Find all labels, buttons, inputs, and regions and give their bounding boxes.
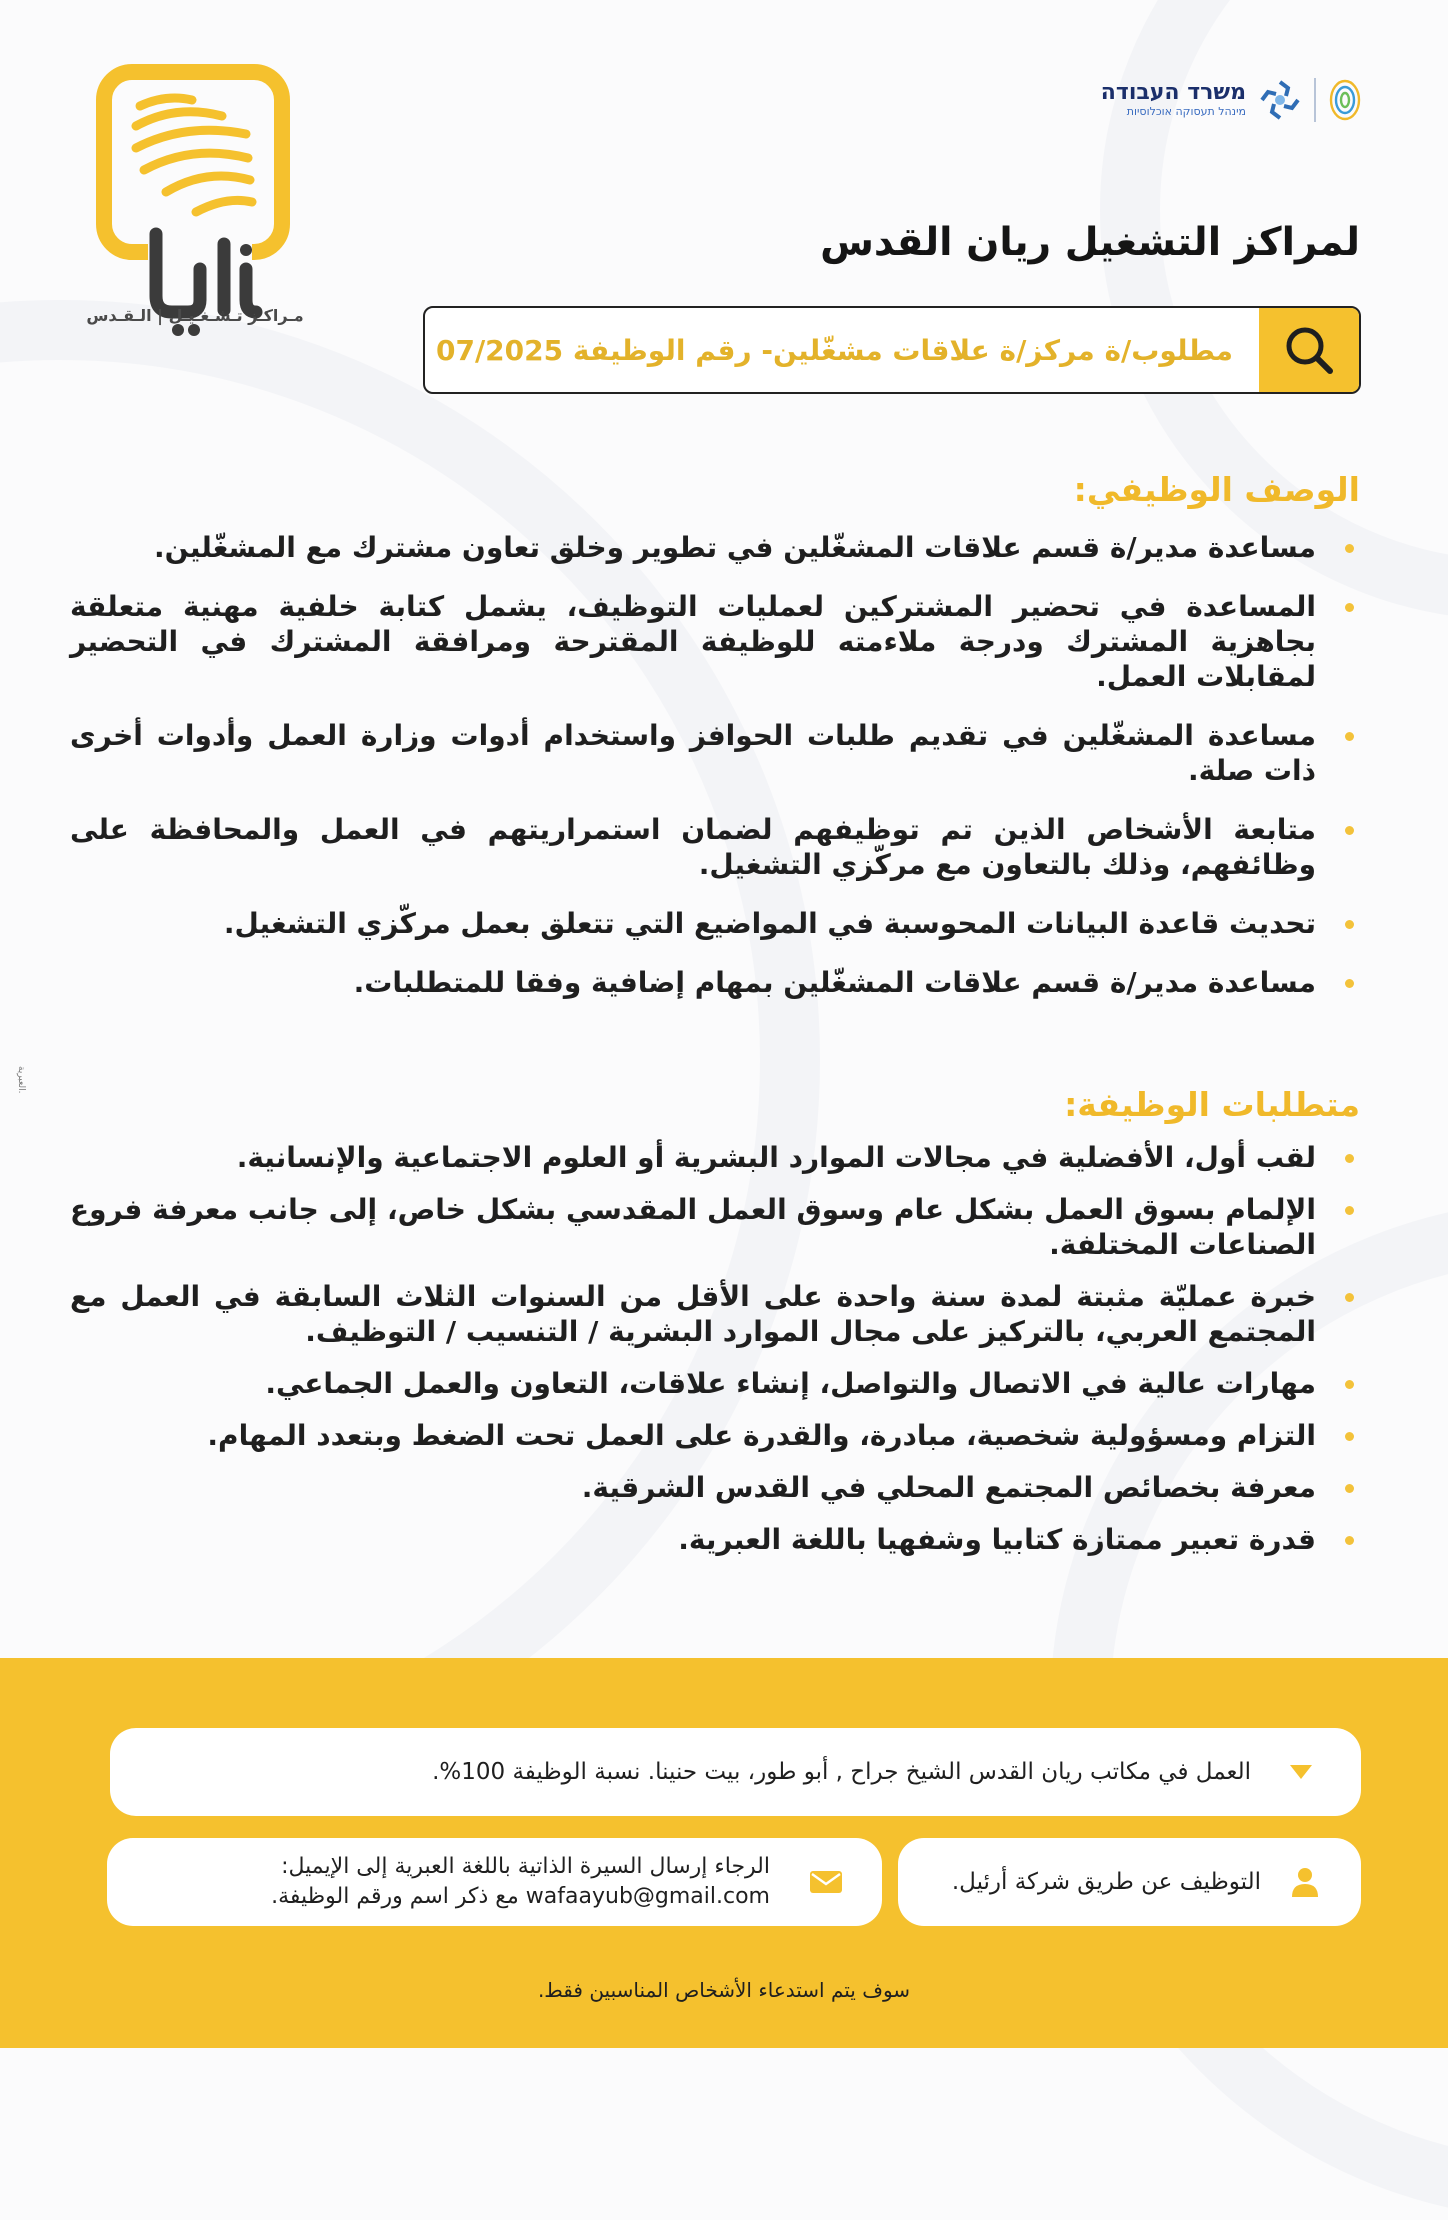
rayan-logo [96, 64, 296, 344]
bullet-dot [1345, 544, 1354, 553]
page-title: لمراكز التشغيل ريان القدس [820, 220, 1360, 265]
background-arc [0, 300, 820, 1820]
bullet-dot [1345, 920, 1354, 929]
list-item: معرفة بخصائص المجتمع المحلي في القدس الشرقية. [70, 1470, 1360, 1505]
list-item: خبرة عمليّة مثبتة لمدة سنة واحدة على الأقل من السنوات الثلاث السابقة في العمل مع المجتمع العربي، بالتركيز على مجال الموارد البشرية / التنسيب / التوظيف. [70, 1279, 1360, 1349]
list-item: لقب أول، الأفضلية في مجالات الموارد البشرية أو العلوم الاجتماعية والإنسانية. [70, 1140, 1360, 1175]
location-pin-icon [1281, 1762, 1321, 1782]
location-text: العمل في مكاتب ريان القدس الشيخ جراح , أبو طور، بيت حنينا. نسبة الوظيفة 100%. [432, 1759, 1251, 1785]
list-item: مساعدة مدير/ة قسم علاقات المشغّلين بمهام إضافية وفقا للمتطلبات. [70, 965, 1360, 1000]
bullet-dot [1345, 1536, 1354, 1545]
requirements-list [70, 1140, 1360, 1574]
list-item: التزام ومسؤولية شخصية، مبادرة، والقدرة على العمل تحت الضغط وبتعدد المهام. [70, 1418, 1360, 1453]
bullet-dot [1345, 1432, 1354, 1441]
ministry-text [1101, 81, 1246, 119]
person-icon [1285, 1866, 1325, 1898]
email-info [107, 1838, 882, 1926]
bullet-dot [1345, 826, 1354, 835]
requirements-heading: متطلبات الوظيفة: [1064, 1085, 1360, 1124]
job-description-heading: الوصف الوظيفي: [1073, 470, 1360, 509]
hiring-text: التوظيف عن طريق شركة أرئيل. [951, 1869, 1261, 1895]
ministry-name: משרד העבודה [1100, 80, 1246, 105]
footer-note: سوف يتم استدعاء الأشخاص المناسبين فقط. [537, 1978, 911, 2002]
fingerprint-icon [1328, 78, 1362, 122]
bullet-dot [1345, 1154, 1354, 1163]
job-title-text: مطلوب/ة مركز/ة علاقات مشغّلين- رقم الوظيفة 07/2025 [435, 333, 1233, 367]
list-item: تحديث قاعدة البيانات المحوسبة في المواضيع التي تتعلق بعمل مركّزي التشغيل. [70, 906, 1360, 941]
brand-tagline: مـراكـز تـشـغـيـل | الـقـدس [86, 306, 304, 325]
bullet-dot [1345, 1293, 1354, 1302]
job-title-bar [423, 306, 1361, 394]
list-item: قدرة تعبير ممتازة كتابيا وشفهيا باللغة العبرية. [70, 1522, 1360, 1557]
list-item: مهارات عالية في الاتصال والتواصل، إنشاء علاقات، التعاون والعمل الجماعي. [70, 1366, 1360, 1401]
ministry-separator [1314, 78, 1316, 122]
search-icon [1282, 323, 1336, 377]
bullet-dot [1345, 979, 1354, 988]
bullet-dot [1345, 732, 1354, 741]
ministry-emblem-icon [1258, 78, 1302, 122]
bullet-dot [1345, 1484, 1354, 1493]
list-item: مساعدة مدير/ة قسم علاقات المشغّلين في تطوير وخلق تعاون مشترك مع المشغّلين. [70, 530, 1360, 565]
list-item: المساعدة في تحضير المشتركين لعمليات التوظيف، يشمل كتابة خلفية مهنية متعلقة بجاهزية المشترك ودرجة ملاءمته للوظيفة المقترحة ومرافقة المشترك في التحضير لمقابلات العمل. [70, 589, 1360, 694]
search-button[interactable] [1259, 308, 1359, 392]
job-description-list [70, 530, 1360, 1024]
list-item: متابعة الأشخاص الذين تم توظيفهم لضمان استمراريتهم في العمل والمحافظة على وظائفهم، وذلك بالتعاون مع مركّزي التشغيل. [70, 812, 1360, 882]
list-item: الإلمام بسوق العمل بشكل عام وسوق العمل المقدسي بشكل خاص، إلى جانب معرفة فروع الصناعات المختلفة. [70, 1192, 1360, 1262]
email-text [271, 1852, 770, 1912]
list-item: مساعدة المشغّلين في تقديم طلبات الحوافز واستخدام أدوات وزارة العمل وأدوات أخرى ذات صلة. [70, 718, 1360, 788]
envelope-icon [806, 1870, 846, 1894]
side-note: العبرية. [16, 1066, 26, 1094]
email-line-2: wafaayub@gmail.com مع ذكر اسم ورقم الوظيفة. [271, 1884, 770, 1909]
ministry-logo [1101, 70, 1362, 130]
email-line-1: الرجاء إرسال السيرة الذاتية باللغة العبرية إلى الإيميل: [281, 1854, 770, 1879]
bullet-dot [1345, 603, 1354, 612]
bullet-dot [1345, 1206, 1354, 1215]
bullet-dot [1345, 1380, 1354, 1389]
ministry-sub: מינהל תעסוקה אוכלוסיות [1126, 105, 1246, 118]
hiring-info [898, 1838, 1361, 1926]
location-info [110, 1728, 1361, 1816]
